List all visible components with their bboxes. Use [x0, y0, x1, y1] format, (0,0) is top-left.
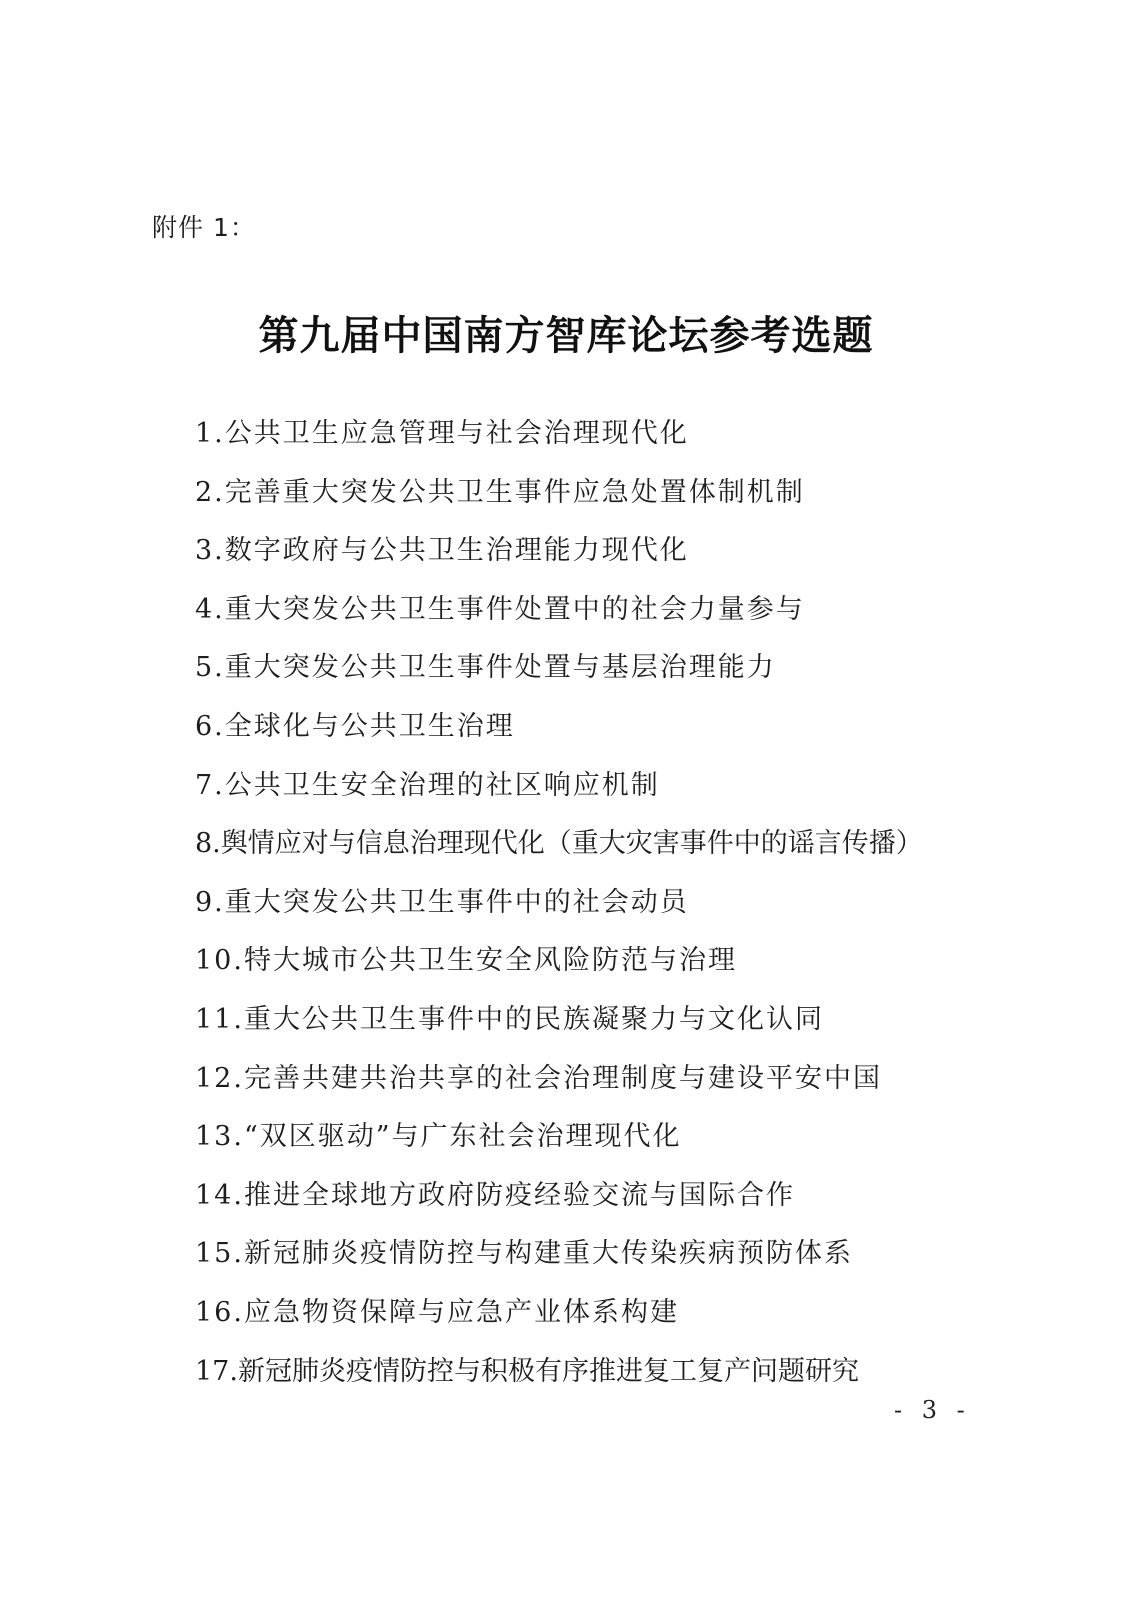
topic-item: 11.重大公共卫生事件中的民族凝聚力与文化认同 [195, 1003, 824, 1035]
topic-item: 6.全球化与公共卫生治理 [195, 710, 515, 742]
topic-item: 4.重大突发公共卫生事件处置中的社会力量参与 [195, 593, 805, 625]
topic-item: 1.公共卫生应急管理与社会治理现代化 [195, 418, 689, 449]
topic-item: 14.推进全球地方政府防疫经验交流与国际合作 [195, 1179, 795, 1211]
topic-item: 17.新冠肺炎疫情防控与积极有序推进复工复产问题研究 [195, 1355, 859, 1387]
topic-item: 9.重大突发公共卫生事件中的社会动员 [195, 886, 689, 918]
topic-item: 15.新冠肺炎疫情防控与构建重大传染疾病预防体系 [195, 1238, 853, 1270]
topic-item: 12.完善共建共治共享的社会治理制度与建设平安中国 [195, 1062, 882, 1094]
topic-item: 8.舆情应对与信息治理现代化（重大灾害事件中的谣言传播） [195, 828, 923, 860]
topic-item: 7.公共卫生安全治理的社区响应机制 [195, 769, 660, 801]
topic-list [195, 412, 955, 1408]
page-number: - 3 - [894, 1396, 971, 1424]
document-title: 第九届中国南方智库论坛参考选题 [258, 312, 874, 359]
topic-item: 2.完善重大突发公共卫生事件应急处置体制机制 [195, 476, 805, 508]
topic-item: 13.“双区驱动”与广东社会治理现代化 [195, 1121, 682, 1153]
attachment-label: 附件 1： [152, 213, 256, 242]
topic-item: 5.重大突发公共卫生事件处置与基层治理能力 [195, 652, 776, 684]
topic-item: 16.应急物资保障与应急产业体系构建 [195, 1296, 679, 1328]
topic-item: 3.数字政府与公共卫生治理能力现代化 [195, 535, 689, 567]
topic-item: 10.特大城市公共卫生安全风险防范与治理 [195, 945, 737, 977]
